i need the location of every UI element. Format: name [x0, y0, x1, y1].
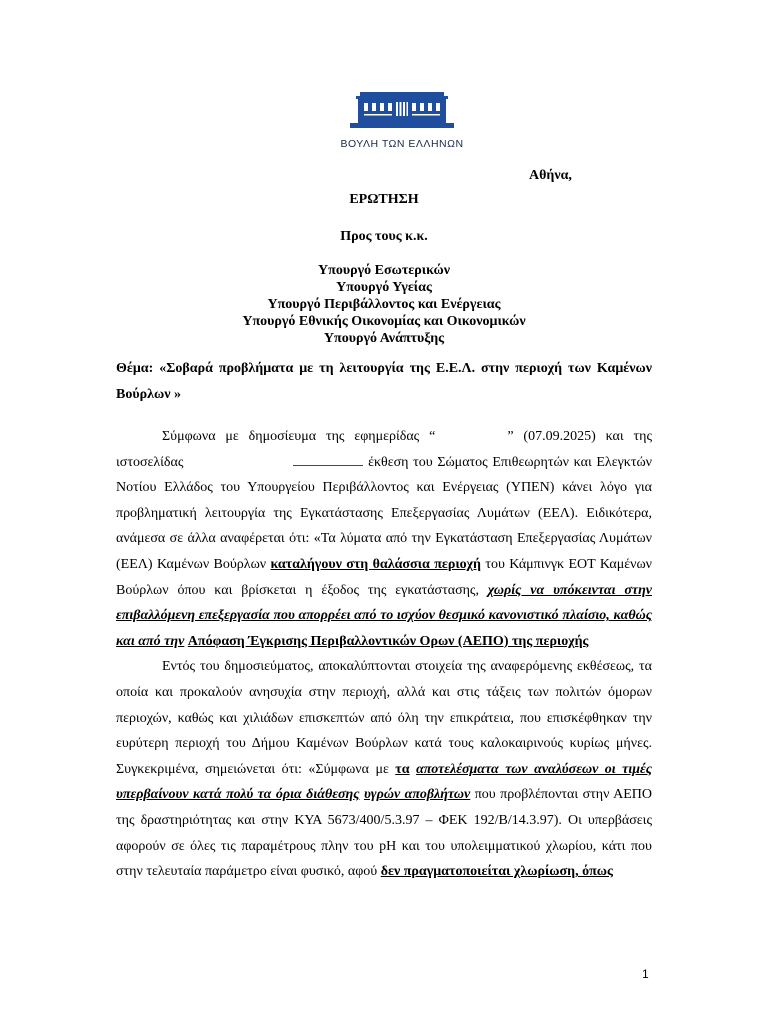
subject-line: Θέμα: «Σοβαρά προβλήματα με τη λειτουργία της Ε.Ε.Λ. στην περιοχή των Καμένων Βούρλων » — [116, 361, 652, 402]
text-run: ” (07.09.2025) και της ιστοσελίδας — [116, 429, 653, 470]
text-run: έκθεση του Σώματος Επιθεωρητών και Ελεγκτών Νοτίου Ελλάδος του Υπουργείου Περιβάλλοντος και Ενέργειας (ΥΠΕΝ) κάνει λόγο για προβληματική λειτουργία της Εγκατάστασης Επεξεργασίας Λυμάτων (ΕΕΛ). Ειδικότερα, ανάμεσα σε άλλα αναφέρεται ότι: «Τα λύματα από την Εγκατάσταση Επεξεργασίας Λυμάτων (ΕΕΛ) Καμένων Βούρλων — [116, 454, 652, 572]
ministry-item: Υπουργό Εσωτερικών — [318, 263, 450, 278]
ministry-item: Υπουργό Ανάπτυξης — [323, 331, 445, 346]
hellenic-parliament-building-icon — [350, 88, 454, 132]
text-run: Εντός του δημοσιεύματος, αποκαλύπτονται στοιχεία της αναφερόμενης εκθέσεως, τα οποία και προκαλούν ανησυχία στην περιοχή, αλλά και στις τάξεις των πολιτών όμορων περιοχών, καθώς και χιλιάδων επισκεπτών από όλη την επικράτεια, που επισκέφθηκαν την ευρύτερη περιοχή του Δήμου Καμένων Βούρλων κατά τους καλοκαιρινούς κυρίως μήνες. Συγκεκριμένα, σημειώνεται ότι: «Σύμφωνα με — [116, 659, 652, 777]
ministry-item: Υπουργό Περιβάλλοντος και Ενέργειας — [267, 297, 501, 312]
page-number: 1 — [642, 967, 649, 981]
emphasis-run: Απόφαση Έγκρισης Περιβαλλοντικών Ορων (ΑΕΠΟ) της περιοχής — [187, 633, 589, 649]
question-body — [116, 424, 652, 885]
paragraph-2 — [116, 654, 652, 884]
emphasis-run: καταλήγουν στη θαλάσσια περιοχή — [270, 556, 481, 572]
parliament-logo — [340, 88, 464, 132]
paragraph-1 — [116, 424, 652, 654]
text-run: Σύμφωνα με δημοσίευμα της εφημερίδας “ — [162, 429, 436, 444]
text-run: που προβλέπονται στην ΑΕΠΟ της δραστηριότητας και στην ΚΥΑ 5673/400/5.3.97 – ΦΕΚ 192/Β/14.3.97). Οι υπερβάσεις αφορούν σε όλες τις παραμέτρους πλην του pH και του υπολειμματικού χλωρίου, κάτι που στην τελευταία παράμετρο είναι φυσικό, αφού — [116, 787, 653, 880]
hyperlink-placeholder[interactable] — [293, 453, 363, 466]
document-type-heading: ΕΡΩΤΗΣΗ — [349, 192, 419, 207]
emphasis-run: τα — [395, 761, 410, 777]
text-run: του Κάμπινγκ ΕΟΤ Καμένων Βούρλων όπου και βρίσκεται η έξοδος της εγκατάστασης, — [116, 556, 652, 598]
emphasis-run: αποτελέσματα των αναλύσεων οι τιμές υπερβαίνουν κατά πολύ τα όρια διάθεσης — [116, 761, 652, 803]
ministry-item: Υπουργό Υγείας — [336, 280, 432, 295]
place-date: Αθήνα, — [529, 168, 572, 183]
emphasis-run: δεν πραγματοποιείται χλωρίωση, όπως — [380, 864, 613, 880]
ministries-list — [0, 262, 768, 347]
emphasis-run: υγρών αποβλήτων — [363, 787, 471, 803]
recipients-label: Προς τους κ.κ. — [340, 229, 428, 244]
emphasis-run: χωρίς να υπόκεινται στην επιβαλλόμενη επεξεργασία που απορρέει από το ισχύον θεσμικό κανονιστικό πλαίσιο, καθώς και από την — [116, 582, 652, 649]
logo-caption: ΒΟΥΛΗ ΤΩΝ ΕΛΛΗΝΩΝ — [340, 138, 464, 150]
ministry-item: Υπουργό Εθνικής Οικονομίας και Οικονομικών — [242, 314, 526, 329]
